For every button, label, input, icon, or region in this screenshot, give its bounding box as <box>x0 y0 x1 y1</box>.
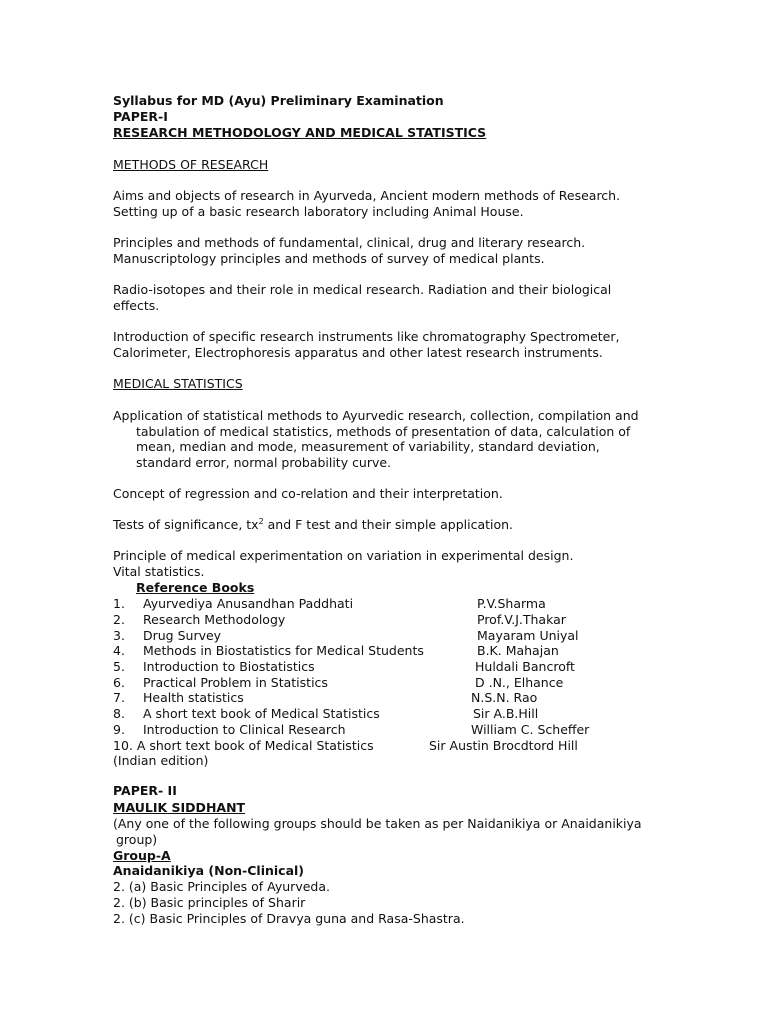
document-title: Syllabus for MD (Ayu) Preliminary Examination <box>113 93 444 108</box>
reference-title: Practical Problem in Statistics <box>143 675 328 690</box>
paragraph-line: group) <box>116 832 158 847</box>
group-title: Anaidanikiya (Non-Clinical) <box>113 863 305 878</box>
reference-number: 3. <box>113 628 125 643</box>
reference-author: Sir A.B.Hill <box>473 706 539 721</box>
reference-title: Introduction to Clinical Research <box>143 722 346 737</box>
list-item: 2. (a) Basic Principles of Ayurveda. <box>113 879 330 894</box>
reference-item <box>0 628 768 644</box>
reference-author: William C. Scheffer <box>471 722 590 737</box>
reference-author: Prof.V.J.Thakar <box>477 612 566 627</box>
reference-title: Ayurvediya Anusandhan Paddhati <box>143 596 354 611</box>
reference-number: 6. <box>113 675 125 690</box>
reference-author: B.K. Mahajan <box>477 643 559 658</box>
reference-title: 10. A short text book of Medical Statistics <box>113 738 374 753</box>
text-span: and F test and their simple application. <box>263 517 514 532</box>
paragraph-line <box>113 517 513 533</box>
reference-title: Methods in Biostatistics for Medical Students <box>143 643 424 658</box>
reference-number: 8. <box>113 706 125 721</box>
reference-item <box>0 722 768 738</box>
reference-item <box>0 596 768 612</box>
paragraph-line: Setting up of a basic research laboratory including Animal House. <box>113 204 524 219</box>
paragraph-line: (Any one of the following groups should be taken as per Naidanikiya or Anaidanikiya <box>113 816 642 831</box>
reference-number: 4. <box>113 643 125 658</box>
reference-author: Huldali Bancroft <box>475 659 575 674</box>
list-item: 2. (b) Basic principles of Sharir <box>113 895 306 910</box>
reference-edition-note: (Indian edition) <box>113 753 209 768</box>
reference-item <box>0 706 768 722</box>
reference-title: A short text book of Medical Statistics <box>143 706 380 721</box>
list-item: 2. (c) Basic Principles of Dravya guna and Rasa-Shastra. <box>113 911 465 926</box>
reference-item <box>0 675 768 691</box>
paragraph-line: Introduction of specific research instruments like chromatography Spectrometer, <box>113 329 620 344</box>
reference-author: N.S.N. Rao <box>471 690 538 705</box>
reference-books-heading: Reference Books <box>136 580 255 595</box>
reference-author: P.V.Sharma <box>477 596 546 611</box>
reference-title: Drug Survey <box>143 628 222 643</box>
section-heading-methods: METHODS OF RESEARCH <box>113 157 269 172</box>
reference-item <box>0 738 768 754</box>
reference-number: 5. <box>113 659 125 674</box>
paragraph-line: standard error, normal probability curve. <box>136 455 392 470</box>
reference-author: Sir Austin Brocdtord Hill <box>429 738 578 753</box>
reference-title: Introduction to Biostatistics <box>143 659 315 674</box>
paragraph-line: Aims and objects of research in Ayurveda, Ancient modern methods of Research. <box>113 188 621 203</box>
reference-item <box>0 643 768 659</box>
paper-subject: MAULIK SIDDHANT <box>113 800 246 815</box>
paragraph-line: Radio-isotopes and their role in medical research. Radiation and their biological <box>113 282 612 297</box>
section-heading-statistics: MEDICAL STATISTICS <box>113 376 243 391</box>
paper-label: PAPER- II <box>113 783 177 798</box>
paragraph-line: effects. <box>113 298 160 313</box>
reference-author: D .N., Elhance <box>475 675 564 690</box>
reference-number: 2. <box>113 612 125 627</box>
group-heading: Group-A <box>113 848 171 863</box>
reference-number: 1. <box>113 596 125 611</box>
paragraph-line: Application of statistical methods to Ayurvedic research, collection, compilation and <box>113 408 639 423</box>
reference-item <box>0 612 768 628</box>
reference-item <box>0 659 768 675</box>
paragraph-line: Concept of regression and co-relation and their interpretation. <box>113 486 503 501</box>
reference-number: 7. <box>113 690 125 705</box>
paragraph-line: Vital statistics. <box>113 564 205 579</box>
reference-title: Health statistics <box>143 690 244 705</box>
paper-label: PAPER-I <box>113 109 168 124</box>
paragraph-line: Calorimeter, Electrophoresis apparatus and other latest research instruments. <box>113 345 603 360</box>
paper-subject: RESEARCH METHODOLOGY AND MEDICAL STATISTICS <box>113 125 487 140</box>
paragraph-line: Manuscriptology principles and methods of survey of medical plants. <box>113 251 545 266</box>
reference-item <box>0 690 768 706</box>
reference-title: Research Methodology <box>143 612 286 627</box>
reference-author: Mayaram Uniyal <box>477 628 579 643</box>
paragraph-line: tabulation of medical statistics, methods of presentation of data, calculation of <box>136 424 631 439</box>
paragraph-line: Principles and methods of fundamental, clinical, drug and literary research. <box>113 235 586 250</box>
text-span: Tests of significance, tx <box>113 517 259 532</box>
superscript: 2 <box>258 516 264 526</box>
paragraph-line: Principle of medical experimentation on variation in experimental design. <box>113 548 574 563</box>
paragraph-line: mean, median and mode, measurement of variability, standard deviation, <box>136 439 600 454</box>
reference-number: 9. <box>113 722 125 737</box>
